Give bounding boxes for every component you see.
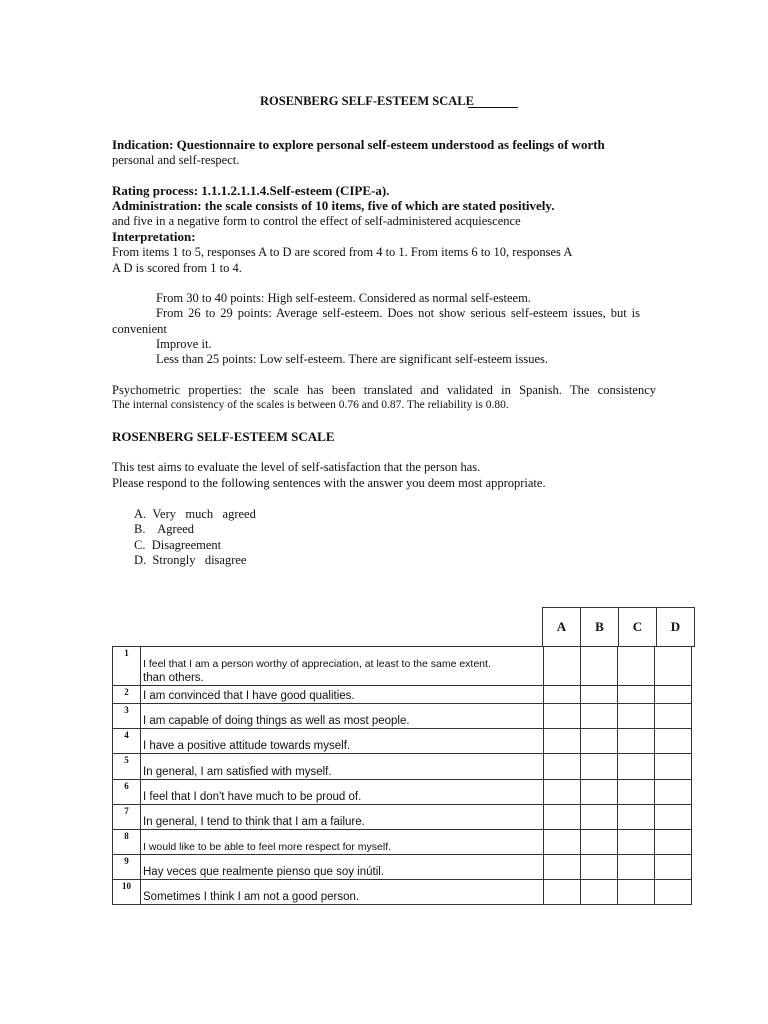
item-statement xyxy=(141,855,544,880)
answer-cell-c[interactable] xyxy=(618,780,655,805)
item-statement xyxy=(141,805,544,830)
column-header-d: D xyxy=(657,608,695,647)
answer-cell-d[interactable] xyxy=(655,830,692,855)
column-header-c: C xyxy=(619,608,657,647)
item-number: 10 xyxy=(113,880,141,905)
item-statement xyxy=(141,830,544,855)
indication-continuation: personal and self-respect. xyxy=(112,153,240,167)
answer-cell-d[interactable] xyxy=(655,780,692,805)
answer-cell-d[interactable] xyxy=(655,880,692,905)
answer-cell-b[interactable] xyxy=(581,780,618,805)
item-number: 9 xyxy=(113,855,141,880)
items-table xyxy=(112,646,692,905)
answer-cell-c[interactable] xyxy=(618,830,655,855)
answer-cell-c[interactable] xyxy=(618,704,655,729)
item-number: 5 xyxy=(113,754,141,780)
item-statement-text: In general, I am satisfied with myself. xyxy=(143,766,332,778)
table-row xyxy=(113,704,692,729)
answer-cell-c[interactable] xyxy=(618,754,655,780)
table-row xyxy=(113,686,692,704)
item-statement-line2: than others. xyxy=(143,672,204,684)
indication-label: Indication: Questionnaire to explore personal self-esteem understood as feelings of worth xyxy=(112,137,605,152)
item-statement-text: Sometimes I think I am not a good person. xyxy=(143,891,360,903)
answer-cell-a[interactable] xyxy=(544,754,581,780)
answer-cell-b[interactable] xyxy=(581,729,618,754)
answer-cell-a[interactable] xyxy=(544,704,581,729)
item-statement-line1: I feel that I am a person worthy of appreciation, at least to the same extent. xyxy=(143,658,491,670)
item-number: 6 xyxy=(113,780,141,805)
option-d: D. Strongly disagree xyxy=(134,553,247,567)
option-b: B. Agreed xyxy=(134,522,195,536)
option-a: A. Very much agreed xyxy=(134,507,256,521)
item-number: 8 xyxy=(113,830,141,855)
table-row xyxy=(113,880,692,905)
item-statement xyxy=(141,880,544,905)
answer-cell-a[interactable] xyxy=(544,780,581,805)
answer-cell-d[interactable] xyxy=(655,647,692,686)
answer-cell-c[interactable] xyxy=(618,855,655,880)
answer-cell-a[interactable] xyxy=(544,855,581,880)
answer-cell-a[interactable] xyxy=(544,729,581,754)
answer-cell-d[interactable] xyxy=(655,729,692,754)
answer-cell-c[interactable] xyxy=(618,805,655,830)
answer-cell-b[interactable] xyxy=(581,754,618,780)
administration-label: Administration: the scale consists of 10 items, five of which are stated positively. xyxy=(112,198,555,213)
instructions-line1: This test aims to evaluate the level of self-satisfaction that the person has. xyxy=(112,460,481,474)
title-underline xyxy=(468,107,518,108)
range-high: From 30 to 40 points: High self-esteem. Considered as normal self-esteem. xyxy=(156,291,531,305)
answer-cell-b[interactable] xyxy=(581,647,618,686)
item-statement-text: I would like to be able to feel more respect for myself. xyxy=(143,841,392,853)
item-statement xyxy=(141,780,544,805)
answer-cell-c[interactable] xyxy=(618,686,655,704)
item-number: 7 xyxy=(113,805,141,830)
answer-cell-b[interactable] xyxy=(581,830,618,855)
column-header-a: A xyxy=(543,608,581,647)
section-title: ROSENBERG SELF-ESTEEM SCALE xyxy=(112,429,335,444)
answer-cell-b[interactable] xyxy=(581,855,618,880)
document-title: ROSENBERG SELF-ESTEEM SCALE xyxy=(260,94,474,108)
item-statement xyxy=(141,729,544,754)
option-c: C. Disagreement xyxy=(134,538,222,552)
answer-cell-a[interactable] xyxy=(544,880,581,905)
psychometric-line1: Psychometric properties: the scale has been translated and validated in Spanish. The consistency xyxy=(112,383,656,397)
item-statement xyxy=(141,704,544,729)
column-header-b: B xyxy=(581,608,619,647)
answer-cell-c[interactable] xyxy=(618,880,655,905)
range-average: From 26 to 29 points: Average self-esteem. Does not show serious self-esteem issues, but is xyxy=(156,306,640,320)
item-statement xyxy=(141,754,544,780)
answer-column-header xyxy=(542,607,695,647)
interpretation-line1: From items 1 to 5, responses A to D are scored from 4 to 1. From items 6 to 10, responses A xyxy=(112,245,573,259)
item-statement-text: I am capable of doing things as well as most people. xyxy=(143,715,410,727)
table-row xyxy=(113,729,692,754)
answer-cell-a[interactable] xyxy=(544,805,581,830)
item-statement xyxy=(141,647,544,686)
interpretation-line2: A D is scored from 1 to 4. xyxy=(112,261,242,275)
item-statement-text: I feel that I don't have much to be proud of. xyxy=(143,791,362,803)
table-row xyxy=(113,830,692,855)
answer-cell-d[interactable] xyxy=(655,754,692,780)
instructions-line2: Please respond to the following sentences with the answer you deem most appropriate. xyxy=(112,476,546,490)
answer-cell-d[interactable] xyxy=(655,704,692,729)
answer-cell-c[interactable] xyxy=(618,647,655,686)
range-low: Less than 25 points: Low self-esteem. There are significant self-esteem issues. xyxy=(156,352,549,366)
item-number: 1 xyxy=(113,647,141,686)
item-statement-text: Hay veces que realmente pienso que soy inútil. xyxy=(143,866,385,878)
item-statement-text: In general, I tend to think that I am a failure. xyxy=(143,816,365,828)
item-statement-text: I have a positive attitude towards myself. xyxy=(143,740,351,752)
answer-cell-d[interactable] xyxy=(655,855,692,880)
table-row xyxy=(113,855,692,880)
answer-cell-a[interactable] xyxy=(544,647,581,686)
table-row xyxy=(113,780,692,805)
range-average-cont2: Improve it. xyxy=(156,337,212,351)
table-row xyxy=(113,805,692,830)
answer-cell-b[interactable] xyxy=(581,704,618,729)
item-statement xyxy=(141,686,544,704)
answer-cell-b[interactable] xyxy=(581,686,618,704)
table-row xyxy=(113,754,692,780)
item-number: 3 xyxy=(113,704,141,729)
answer-cell-b[interactable] xyxy=(581,805,618,830)
answer-cell-d[interactable] xyxy=(655,686,692,704)
table-row xyxy=(113,647,692,686)
answer-cell-c[interactable] xyxy=(618,729,655,754)
answer-cell-a[interactable] xyxy=(544,830,581,855)
administration-continuation: and five in a negative form to control the effect of self-administered acquiescence xyxy=(112,214,521,228)
psychometric-line2: The internal consistency of the scales is between 0.76 and 0.87. The reliability is 0.80. xyxy=(112,399,509,411)
answer-cell-a[interactable] xyxy=(544,686,581,704)
item-statement-text: I am convinced that I have good qualities. xyxy=(143,690,355,702)
item-number: 4 xyxy=(113,729,141,754)
interpretation-label: Interpretation: xyxy=(112,229,196,244)
item-number: 2 xyxy=(113,686,141,704)
answer-cell-b[interactable] xyxy=(581,880,618,905)
range-average-cont1: convenient xyxy=(112,322,167,336)
rating-process: Rating process: 1.1.1.2.1.1.4.Self-esteem (CIPE-a). xyxy=(112,183,390,198)
answer-cell-d[interactable] xyxy=(655,805,692,830)
